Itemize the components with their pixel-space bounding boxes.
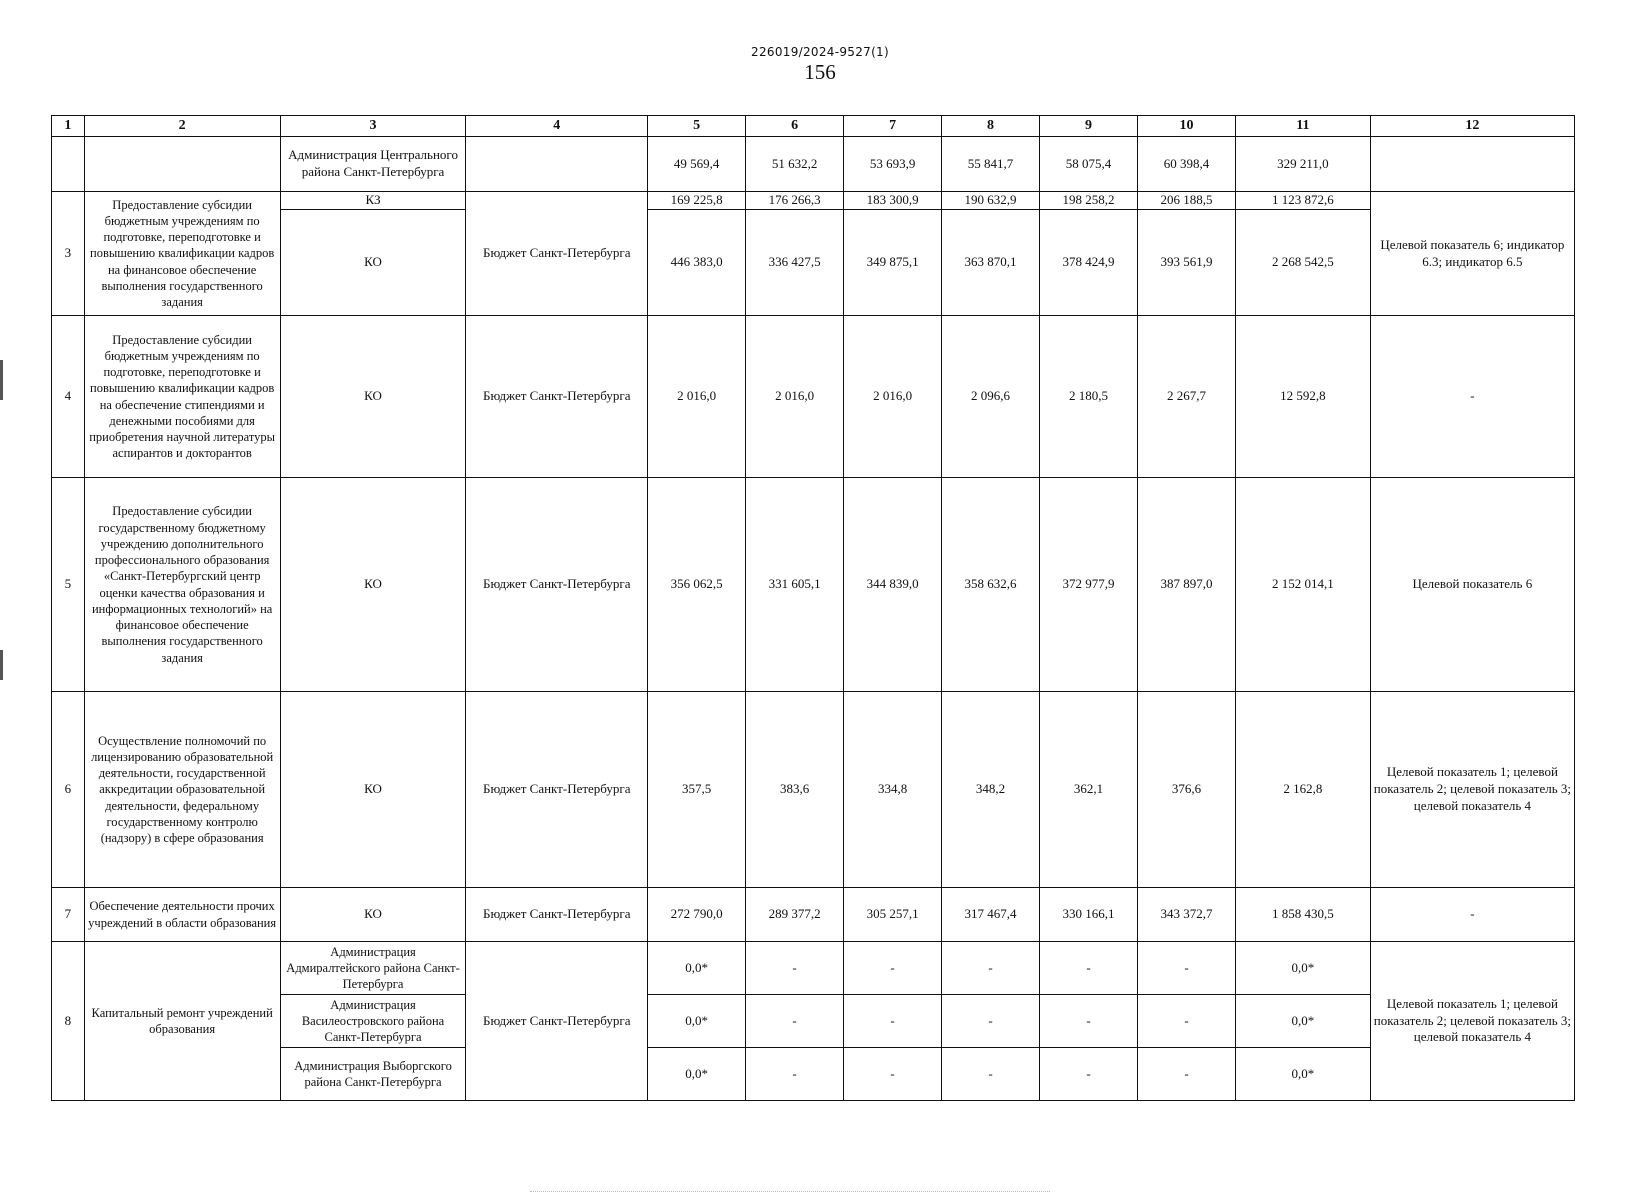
value-cell: 330 166,1	[1040, 888, 1138, 942]
value-cell: 2 267,7	[1138, 316, 1236, 478]
activity-name: Обеспечение деятельности прочих учреждений в области образования	[84, 888, 280, 942]
page-number: 156	[804, 60, 836, 84]
value-cell: 387 897,0	[1138, 478, 1236, 692]
value-cell: -	[844, 995, 942, 1048]
row-number: 8	[52, 942, 85, 1101]
executor-cell: Администрация Адмиралтейского района Санкт-Петербурга	[280, 942, 466, 995]
executor-cell: Администрация Выборгского района Санкт-Петербурга	[280, 1048, 466, 1101]
value-cell: 357,5	[648, 692, 746, 888]
table-row	[52, 692, 1575, 888]
funding-source: Бюджет Санкт-Петербурга	[466, 692, 648, 888]
total-cell: 2 152 014,1	[1236, 478, 1371, 692]
total-cell: 2 162,8	[1236, 692, 1371, 888]
executor-cell: Администрация Василеостровского района Санкт-Петербурга	[280, 995, 466, 1048]
scan-edge-mark	[0, 360, 3, 400]
value-cell: 334,8	[844, 692, 942, 888]
column-header: 3	[280, 116, 466, 137]
activity-name: Предоставление субсидии бюджетным учреждениям по подготовке, переподготовке и повышению квалификации кадров на обеспечение стипендиями и денежными пособиями для приобретения научной литературы аспирантов и докторантов	[84, 316, 280, 478]
column-header: 12	[1370, 116, 1574, 137]
activity-name: Предоставление субсидии государственному бюджетному учреждению дополнительного профессионального образования «Санкт-Петербургский центр оценки качества образования и информационных технологий» на финансовое обеспечение выполнения государственного задания	[84, 478, 280, 692]
funding-source: Бюджет Санкт-Петербурга	[466, 192, 648, 316]
value-cell: 2 016,0	[648, 316, 746, 478]
value-cell: 356 062,5	[648, 478, 746, 692]
value-cell: 176 266,3	[746, 192, 844, 210]
target-indicator: Целевой показатель 6; индикатор 6.3; индикатор 6.5	[1370, 192, 1574, 316]
value-cell: 393 561,9	[1138, 210, 1236, 316]
value-cell: 358 632,6	[942, 478, 1040, 692]
value-cell: 383,6	[746, 692, 844, 888]
value-cell: 272 790,0	[648, 888, 746, 942]
value-cell: 378 424,9	[1040, 210, 1138, 316]
table-row	[52, 192, 1575, 210]
column-header: 9	[1040, 116, 1138, 137]
row-number: 6	[52, 692, 85, 888]
value-cell: 58 075,4	[1040, 137, 1138, 192]
value-cell: -	[746, 1048, 844, 1101]
value-cell: 198 258,2	[1040, 192, 1138, 210]
table-row	[52, 137, 1575, 192]
total-cell: 1 858 430,5	[1236, 888, 1371, 942]
value-cell: 446 383,0	[648, 210, 746, 316]
value-cell: 190 632,9	[942, 192, 1040, 210]
total-cell: 2 268 542,5	[1236, 210, 1371, 316]
value-cell: 343 372,7	[1138, 888, 1236, 942]
table-row	[52, 995, 1575, 1048]
row-number: 7	[52, 888, 85, 942]
value-cell: 53 693,9	[844, 137, 942, 192]
value-cell: 2 016,0	[844, 316, 942, 478]
value-cell: 344 839,0	[844, 478, 942, 692]
value-cell: -	[1040, 942, 1138, 995]
value-cell: 305 257,1	[844, 888, 942, 942]
value-cell: 183 300,9	[844, 192, 942, 210]
column-header: 11	[1236, 116, 1371, 137]
activity-name: Предоставление субсидии бюджетным учреждениям по подготовке, переподготовке и повышению квалификации кадров на финансовое обеспечение выполнения государственного задания	[84, 192, 280, 316]
value-cell: 349 875,1	[844, 210, 942, 316]
value-cell: -	[942, 1048, 1040, 1101]
column-header: 7	[844, 116, 942, 137]
value-cell: 331 605,1	[746, 478, 844, 692]
value-cell: 0,0*	[648, 1048, 746, 1101]
executor-cell: КО	[280, 210, 466, 316]
column-header: 5	[648, 116, 746, 137]
executor-cell: КО	[280, 478, 466, 692]
scan-edge-mark	[0, 650, 3, 680]
activity-name: Капитальный ремонт учреждений образования	[84, 942, 280, 1101]
value-cell: 289 377,2	[746, 888, 844, 942]
value-cell: -	[746, 995, 844, 1048]
value-cell: 376,6	[1138, 692, 1236, 888]
column-header-row	[52, 116, 1575, 137]
row-number: 4	[52, 316, 85, 478]
value-cell: -	[844, 942, 942, 995]
value-cell: -	[942, 995, 1040, 1048]
value-cell: -	[942, 942, 1040, 995]
column-header: 8	[942, 116, 1040, 137]
total-cell: 1 123 872,6	[1236, 192, 1371, 210]
value-cell: 49 569,4	[648, 137, 746, 192]
column-header: 4	[466, 116, 648, 137]
total-cell: 0,0*	[1236, 995, 1371, 1048]
total-cell: 12 592,8	[1236, 316, 1371, 478]
column-header: 10	[1138, 116, 1236, 137]
table-row	[52, 316, 1575, 478]
value-cell: 2 096,6	[942, 316, 1040, 478]
executor-cell: КО	[280, 316, 466, 478]
value-cell: 169 225,8	[648, 192, 746, 210]
value-cell: 348,2	[942, 692, 1040, 888]
row-number: 3	[52, 192, 85, 316]
funding-source: Бюджет Санкт-Петербурга	[466, 478, 648, 692]
executor-cell: КО	[280, 888, 466, 942]
value-cell: -	[1138, 995, 1236, 1048]
table-row	[52, 478, 1575, 692]
value-cell: -	[1040, 995, 1138, 1048]
row-number: 5	[52, 478, 85, 692]
value-cell: -	[746, 942, 844, 995]
table-row	[52, 1048, 1575, 1101]
table-row	[52, 888, 1575, 942]
budget-table	[51, 115, 1575, 1101]
executor-cell: КЗ	[280, 192, 466, 210]
value-cell: 0,0*	[648, 942, 746, 995]
column-header: 1	[52, 116, 85, 137]
value-cell: 372 977,9	[1040, 478, 1138, 692]
value-cell: 2 180,5	[1040, 316, 1138, 478]
document-number: 226019/2024-9527(1)	[751, 45, 889, 59]
funding-source: Бюджет Санкт-Петербурга	[466, 942, 648, 1101]
value-cell: 0,0*	[648, 995, 746, 1048]
value-cell: -	[1040, 1048, 1138, 1101]
scan-footer-noise	[530, 1191, 1050, 1196]
activity-name: Осуществление полномочий по лицензированию образовательной деятельности, государственной аккредитации образовательной деятельности, федеральному государственному контролю (надзору) в сфере образования	[84, 692, 280, 888]
executor-cell: КО	[280, 692, 466, 888]
value-cell: 363 870,1	[942, 210, 1040, 316]
column-header: 2	[84, 116, 280, 137]
value-cell: -	[1138, 942, 1236, 995]
value-cell: -	[844, 1048, 942, 1101]
value-cell: 362,1	[1040, 692, 1138, 888]
value-cell: -	[1138, 1048, 1236, 1101]
value-cell: 317 467,4	[942, 888, 1040, 942]
value-cell: 55 841,7	[942, 137, 1040, 192]
target-indicator: -	[1370, 316, 1574, 478]
column-header: 6	[746, 116, 844, 137]
value-cell: 60 398,4	[1138, 137, 1236, 192]
funding-source: Бюджет Санкт-Петербурга	[466, 888, 648, 942]
value-cell: 336 427,5	[746, 210, 844, 316]
total-cell: 0,0*	[1236, 1048, 1371, 1101]
target-indicator: Целевой показатель 1; целевой показатель 2; целевой показатель 3; целевой показатель 4	[1370, 942, 1574, 1101]
target-indicator: Целевой показатель 6	[1370, 478, 1574, 692]
target-indicator: -	[1370, 888, 1574, 942]
table-row	[52, 210, 1575, 316]
total-cell: 0,0*	[1236, 942, 1371, 995]
table-row	[52, 942, 1575, 995]
value-cell: 2 016,0	[746, 316, 844, 478]
value-cell: 51 632,2	[746, 137, 844, 192]
value-cell: 206 188,5	[1138, 192, 1236, 210]
executor-cell: Администрация Центрального района Санкт-Петербурга	[280, 137, 466, 192]
total-cell: 329 211,0	[1236, 137, 1371, 192]
target-indicator: Целевой показатель 1; целевой показатель 2; целевой показатель 3; целевой показатель 4	[1370, 692, 1574, 888]
funding-source: Бюджет Санкт-Петербурга	[466, 316, 648, 478]
